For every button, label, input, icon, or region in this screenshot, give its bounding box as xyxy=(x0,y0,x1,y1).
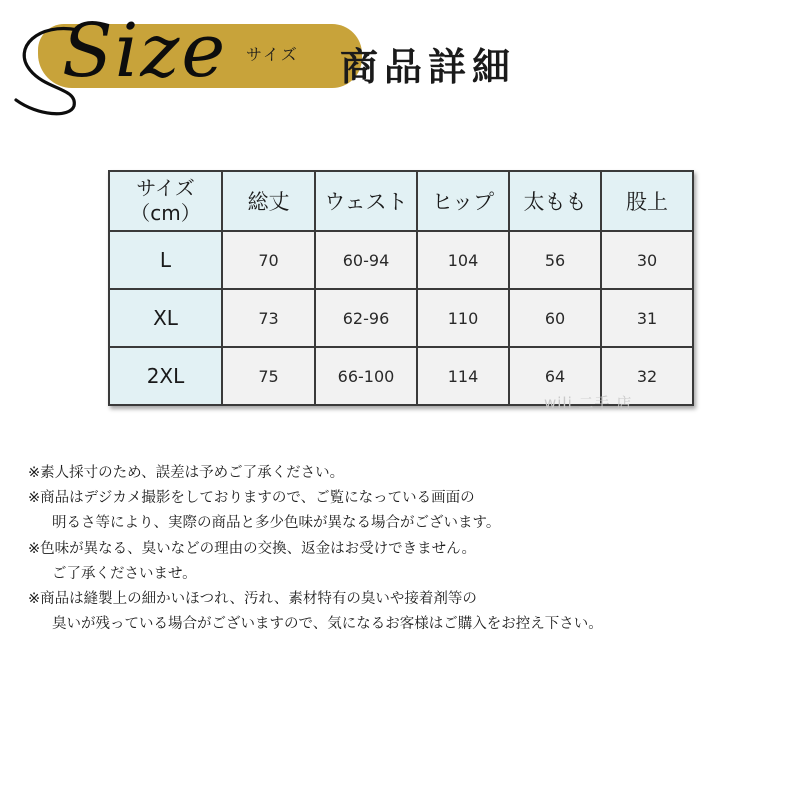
column-header-rise: 股上 xyxy=(601,171,693,231)
note-line: ※商品はデジカメ撮影をしておりますので、ご覧になっている画面の xyxy=(28,490,475,507)
corner-label-line1: サイズ xyxy=(136,176,195,200)
watermark: wili 二手 店 xyxy=(544,394,633,412)
table-cell: 62-96 xyxy=(315,289,417,347)
column-header-waist: ウェスト xyxy=(315,171,417,231)
table-cell: 114 xyxy=(417,347,509,405)
table-row xyxy=(109,289,693,347)
row-label: XL xyxy=(109,289,222,347)
table-cell: 104 xyxy=(417,231,509,289)
table-cell: 32 xyxy=(601,347,693,405)
table-cell: 70 xyxy=(222,231,315,289)
table-cell: 60 xyxy=(509,289,601,347)
table-cell: 31 xyxy=(601,289,693,347)
note-line: 明るさ等により、実際の商品と多少色味が異なる場合がございます。 xyxy=(52,515,501,532)
table-row xyxy=(109,231,693,289)
table-cell: 56 xyxy=(509,231,601,289)
size-word: Size xyxy=(62,8,228,94)
table-cell: 60-94 xyxy=(315,231,417,289)
table-cell: 66-100 xyxy=(315,347,417,405)
note-line: ※商品は縫製上の細かいほつれ、汚れ、素材特有の臭いや接着剤等の xyxy=(28,591,477,608)
column-header-thigh: 太もも xyxy=(509,171,601,231)
row-label: L xyxy=(109,231,222,289)
table-header-row xyxy=(109,171,693,231)
size-table xyxy=(108,170,694,406)
row-label: 2XL xyxy=(109,347,222,405)
column-header-hip: ヒップ xyxy=(417,171,509,231)
column-header-length: 総丈 xyxy=(222,171,315,231)
size-kana-label: サイズ xyxy=(246,45,299,64)
table-cell: 30 xyxy=(601,231,693,289)
corner-label-line2: （cm） xyxy=(130,201,201,225)
note-line: 臭いが残っている場合がございますので、気になるお客様はご購入をお控え下さい。 xyxy=(52,616,603,633)
page-header xyxy=(0,0,800,120)
note-line: ※色味が異なる、臭いなどの理由の交換、返金はお受けできません。 xyxy=(28,540,477,557)
table-cell: 64 xyxy=(509,347,601,405)
page-title: 商品詳細 xyxy=(340,45,517,89)
table-cell: 75 xyxy=(222,347,315,405)
note-line: ご了承くださいませ。 xyxy=(52,565,197,582)
notes-section xyxy=(28,461,798,637)
note-line: ※素人採寸のため、誤差は予めご了承ください。 xyxy=(28,465,345,481)
table-cell: 110 xyxy=(417,289,509,347)
column-header-size xyxy=(109,171,222,231)
table-cell: 73 xyxy=(222,289,315,347)
